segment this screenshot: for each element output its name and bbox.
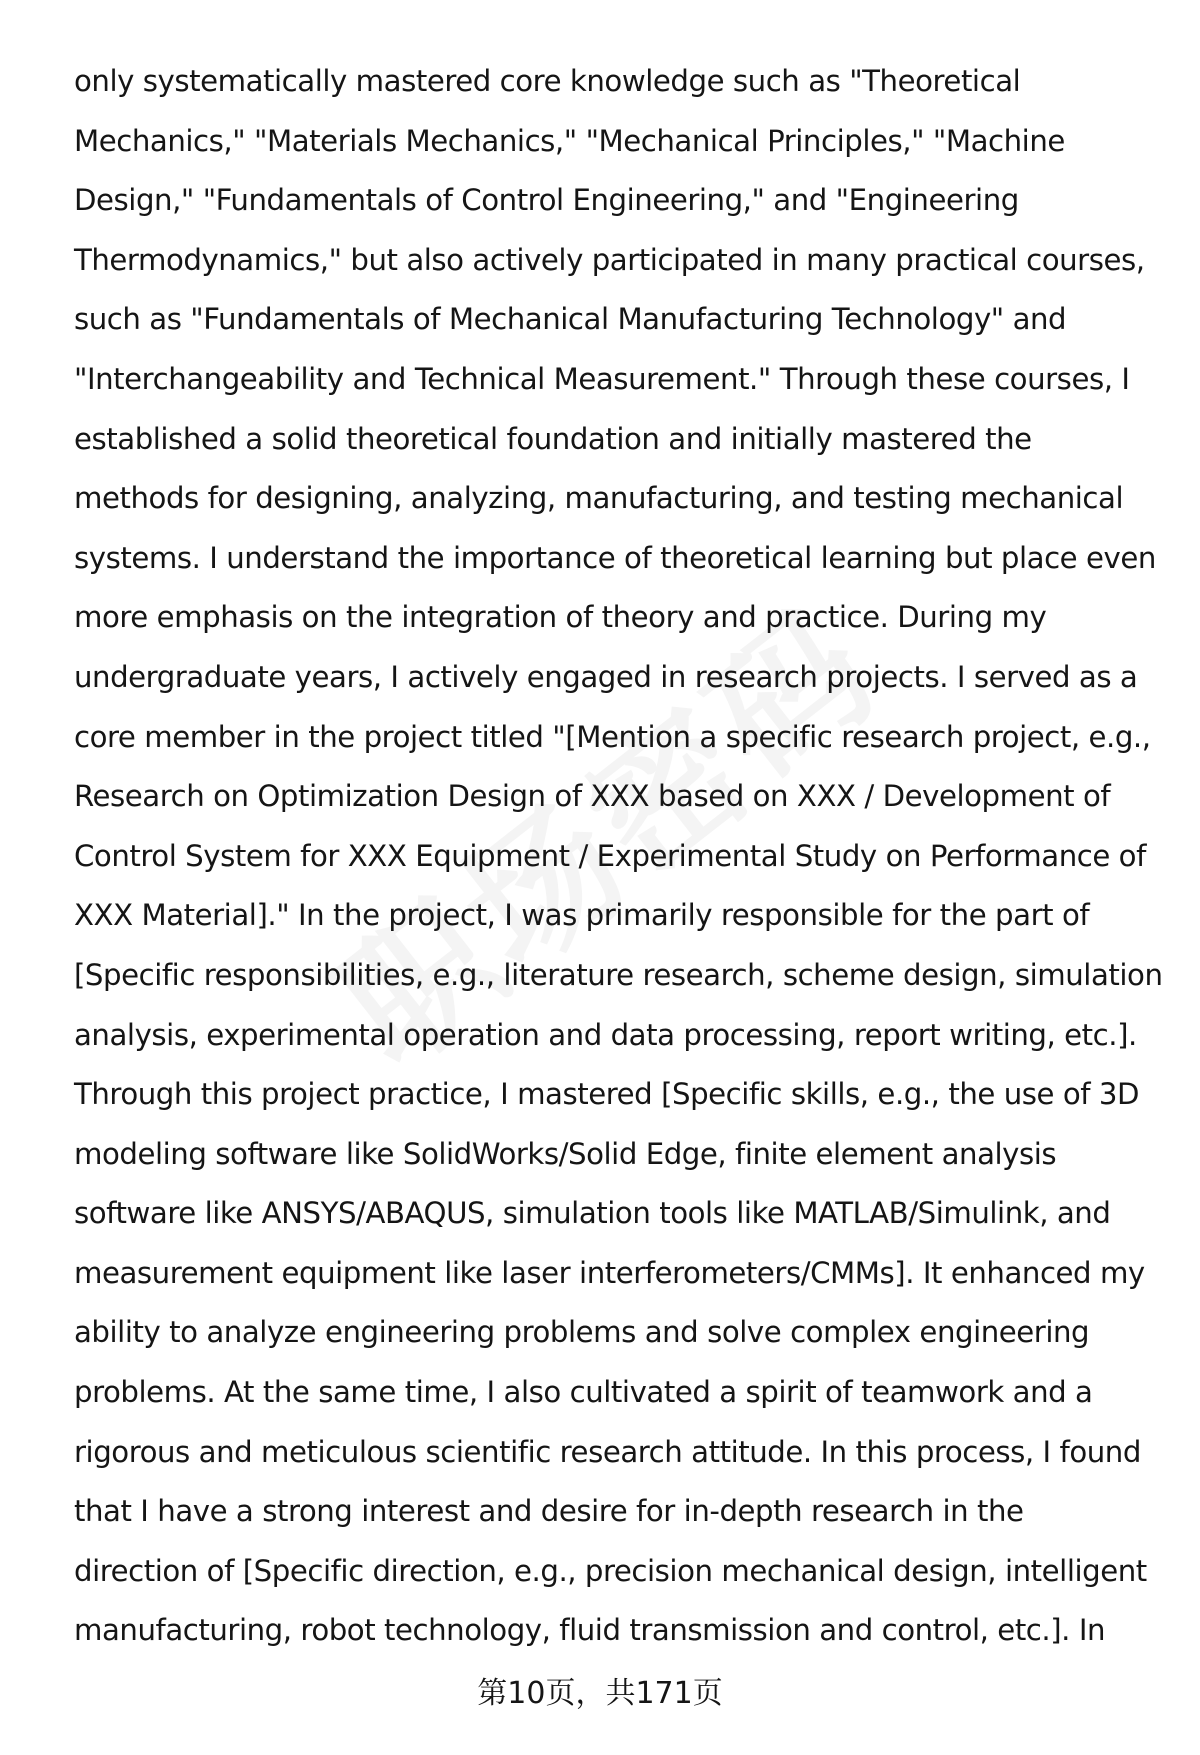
text-line: Through this project practice, I mastered [Specific skills, e.g., the use of 3D	[74, 1077, 1140, 1112]
text-line: XXX Material]." In the project, I was primarily responsible for the part of	[74, 898, 1090, 933]
text-line: only systematically mastered core knowledge such as "Theoretical	[74, 64, 1021, 98]
text-line: Research on Optimization Design of XXX based on XXX / Development of	[74, 779, 1111, 814]
text-line: modeling software like SolidWorks/Solid Edge, finite element analysis	[74, 1136, 1057, 1171]
text-line: direction of [Specific direction, e.g., precision mechanical design, intelligent	[74, 1553, 1147, 1588]
text-line: systems. I understand the importance of theoretical learning but place even	[74, 540, 1156, 575]
text-line: ability to analyze engineering problems and solve complex engineering	[74, 1315, 1090, 1350]
text-line: established a solid theoretical foundation and initially mastered the	[74, 421, 1032, 456]
text-line: more emphasis on the integration of theory and practice. During my	[74, 600, 1047, 635]
text-line: such as "Fundamentals of Mechanical Manufacturing Technology" and	[74, 302, 1067, 337]
text-line: software like ANSYS/ABAQUS, simulation tools like MATLAB/Simulink, and	[74, 1196, 1111, 1231]
text-line: Thermodynamics," but also actively participated in many practical courses,	[74, 242, 1145, 277]
text-line: "Interchangeability and Technical Measurement." Through these courses, I	[74, 361, 1130, 396]
text-line: manufacturing, robot technology, fluid transmission and control, etc.]. In	[74, 1613, 1106, 1648]
text-line: problems. At the same time, I also cultivated a spirit of teamwork and a	[74, 1375, 1093, 1410]
page-number-footer: 第10页，共171页	[477, 1676, 723, 1711]
text-line: Control System for XXX Equipment / Experimental Study on Performance of	[74, 838, 1146, 873]
text-line: Design," "Fundamentals of Control Engineering," and "Engineering	[74, 183, 1019, 218]
text-line: analysis, experimental operation and data processing, report writing, etc.].	[74, 1017, 1137, 1052]
text-line: rigorous and meticulous scientific research attitude. In this process, I found	[74, 1434, 1141, 1469]
text-line: Mechanics," "Materials Mechanics," "Mechanical Principles," "Machine	[74, 123, 1065, 158]
text-line: measurement equipment like laser interferometers/CMMs]. It enhanced my	[74, 1255, 1145, 1290]
text-line: [Specific responsibilities, e.g., literature research, scheme design, simulation	[74, 957, 1163, 992]
text-line: core member in the project titled "[Mention a specific research project, e.g.,	[74, 719, 1151, 754]
body-text	[74, 52, 1163, 1661]
text-line: that I have a strong interest and desire for in-depth research in the	[74, 1494, 1024, 1529]
text-line: methods for designing, analyzing, manufacturing, and testing mechanical	[74, 481, 1124, 516]
text-line: undergraduate years, I actively engaged in research projects. I served as a	[74, 659, 1138, 694]
